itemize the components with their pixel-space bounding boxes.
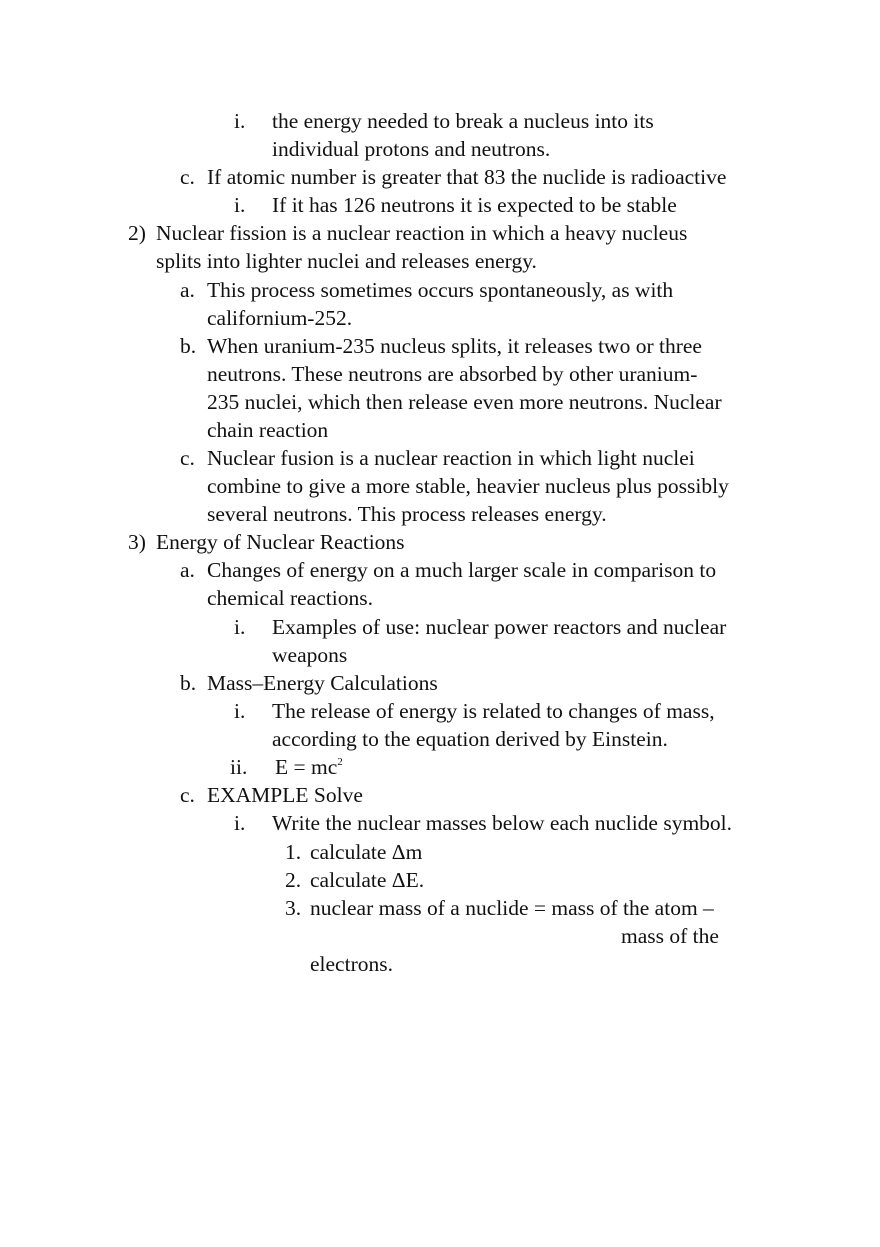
list-marker: b.	[180, 671, 197, 695]
list-marker: 2)	[128, 221, 146, 245]
list-item-text: Changes of energy on a much larger scale in comparison to	[207, 558, 717, 582]
list-item-text: If it has 126 neutrons it is expected to be stable	[272, 193, 677, 217]
list-marker: a.	[180, 558, 195, 582]
list-item-text: Nuclear fission is a nuclear reaction in which a heavy nucleus	[156, 221, 688, 245]
list-item-continuation: weapons	[272, 643, 348, 667]
list-marker: ii.	[230, 755, 248, 779]
list-marker: 1.	[285, 840, 302, 864]
list-item-continuation: individual protons and neutrons.	[272, 137, 551, 161]
list-item-continuation: 235 nuclei, which then release even more neutrons. Nuclear	[207, 390, 722, 414]
list-item-continuation: californium-252.	[207, 306, 353, 330]
list-item-text: EXAMPLE Solve	[207, 783, 363, 807]
list-marker: i.	[234, 109, 246, 133]
list-item-text: If atomic number is greater that 83 the nuclide is radioactive	[207, 165, 727, 189]
list-marker: b.	[180, 334, 197, 358]
list-item-continuation: according to the equation derived by Einstein.	[272, 727, 668, 751]
list-marker: a.	[180, 278, 195, 302]
list-item-text: calculate Δm	[310, 840, 423, 864]
list-item-continuation: chemical reactions.	[207, 586, 373, 610]
list-marker: 3.	[285, 896, 302, 920]
list-marker: 3)	[128, 530, 146, 554]
list-item-text: Mass–Energy Calculations	[207, 671, 438, 695]
list-item-continuation: several neutrons. This process releases energy.	[207, 502, 607, 526]
list-item-continuation: mass of the	[621, 924, 719, 948]
list-item-text: nuclear mass of a nuclide = mass of the atom –	[310, 896, 714, 920]
list-item-continuation: electrons.	[310, 952, 393, 976]
list-item-text: The release of energy is related to changes of mass,	[272, 699, 715, 723]
equation-text: E = mc	[275, 755, 338, 779]
list-item-text: calculate ΔE.	[310, 868, 425, 892]
list-marker: i.	[234, 811, 246, 835]
list-marker: c.	[180, 446, 195, 470]
list-item-text: When uranium-235 nucleus splits, it releases two or three	[207, 334, 702, 358]
list-marker: i.	[234, 193, 246, 217]
list-marker: i.	[234, 699, 246, 723]
list-item-text: Energy of Nuclear Reactions	[156, 530, 405, 554]
list-item-continuation: combine to give a more stable, heavier nucleus plus possibly	[207, 474, 729, 498]
list-marker: c.	[180, 165, 195, 189]
list-marker: c.	[180, 783, 195, 807]
equation-exponent: 2	[337, 756, 343, 768]
list-marker: 2.	[285, 868, 302, 892]
list-item-continuation: splits into lighter nuclei and releases energy.	[156, 249, 537, 273]
list-item-continuation: chain reaction	[207, 418, 329, 442]
list-item-text: Write the nuclear masses below each nuclide symbol.	[272, 811, 733, 835]
list-item-text: Examples of use: nuclear power reactors and nuclear	[272, 615, 727, 639]
list-marker: i.	[234, 615, 246, 639]
list-item-text: This process sometimes occurs spontaneously, as with	[207, 278, 674, 302]
list-item-text: Nuclear fusion is a nuclear reaction in which light nuclei	[207, 446, 695, 470]
list-item-continuation: neutrons. These neutrons are absorbed by other uranium-	[207, 362, 698, 386]
list-item-text: the energy needed to break a nucleus into its	[272, 109, 654, 133]
